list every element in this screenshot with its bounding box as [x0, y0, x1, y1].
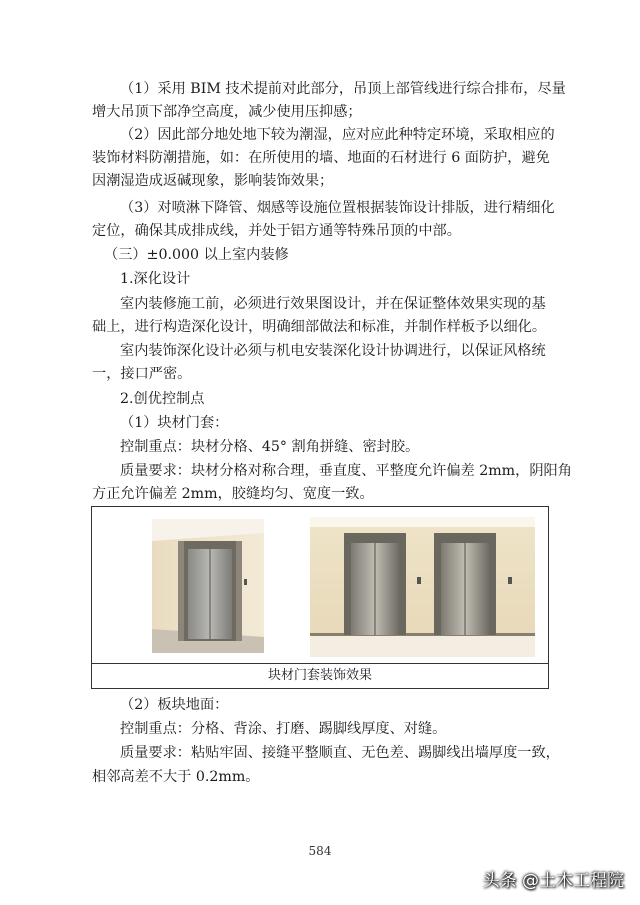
figure-caption: 块材门套装饰效果	[92, 663, 548, 688]
para-5-line-2: 一，接口严密。	[92, 366, 192, 382]
para-4-line-2: 础上，进行构造深化设计，明确细部做法和标准，并制作样板予以细化。	[92, 319, 547, 335]
para-5-line-1: 室内装饰深化设计必须与机电安装深化设计协调进行，以保证风格统	[120, 343, 546, 359]
figure-elevator-door-frames	[91, 506, 549, 689]
para-2-line-3: 因潮湿造成返碱现象，影响装饰效果；	[92, 173, 334, 189]
source-watermark	[483, 866, 624, 891]
photo-elevator-single	[152, 519, 264, 653]
para-1-line-2: 增大吊顶下部净空高度，减少使用压抑感；	[92, 104, 362, 120]
item-2-quality-line-1: 质量要求：粘贴牢固、接缝平整顺直、无色差、踢脚线出墙厚度一致，	[120, 745, 560, 761]
para-2-line-1: （2）因此部分地处地下较为潮湿，应对应此种特定环境，采取相应的	[120, 127, 555, 143]
item-1-control: 控制重点：块材分格、45° 割角拼缝、密封胶。	[120, 439, 420, 455]
para-3-line-1: （3）对喷淋下降管、烟感等设施位置根据装饰设计排版，进行精细化	[120, 200, 555, 216]
para-2-line-2: 装饰材料防潮措施，如：在所使用的墙、地面的石材进行 6 面防护，避免	[92, 150, 550, 166]
para-4-line-1: 室内装修施工前，必须进行效果图设计，并在保证整体效果实现的基	[120, 296, 546, 312]
subheading-1: 1.深化设计	[120, 271, 191, 287]
item-2-quality-line-2: 相邻高差不大于 0.2mm。	[92, 769, 260, 785]
item-1-quality-line-1: 质量要求：块材分格对称合理，垂直度、平整度允许偏差 2mm，阴阳角	[120, 463, 572, 479]
page-number: 584	[308, 844, 332, 858]
section-heading-3: （三）±0.000 以上室内装修	[104, 247, 289, 263]
photo-elevator-double	[310, 517, 535, 657]
item-1-title: （1）块材门套：	[120, 415, 229, 431]
item-2-control: 控制重点：分格、背涂、打磨、踢脚线厚度、对缝。	[120, 721, 447, 737]
para-3-line-2: 定位，确保其成排成线，并处于铝方通等特殊吊顶的中部。	[92, 223, 461, 239]
para-1-line-1: （1）采用 BIM 技术提前对此部分，吊顶上部管线进行综合排布，尽量	[120, 81, 566, 97]
item-1-quality-line-2: 方正允许偏差 2mm，胶缝均匀、宽度一致。	[92, 486, 374, 502]
item-2-title: （2）板块地面：	[120, 697, 229, 713]
watermark-text: 头条 @土木工程院	[482, 871, 624, 891]
subheading-2: 2.创优控制点	[120, 391, 205, 407]
